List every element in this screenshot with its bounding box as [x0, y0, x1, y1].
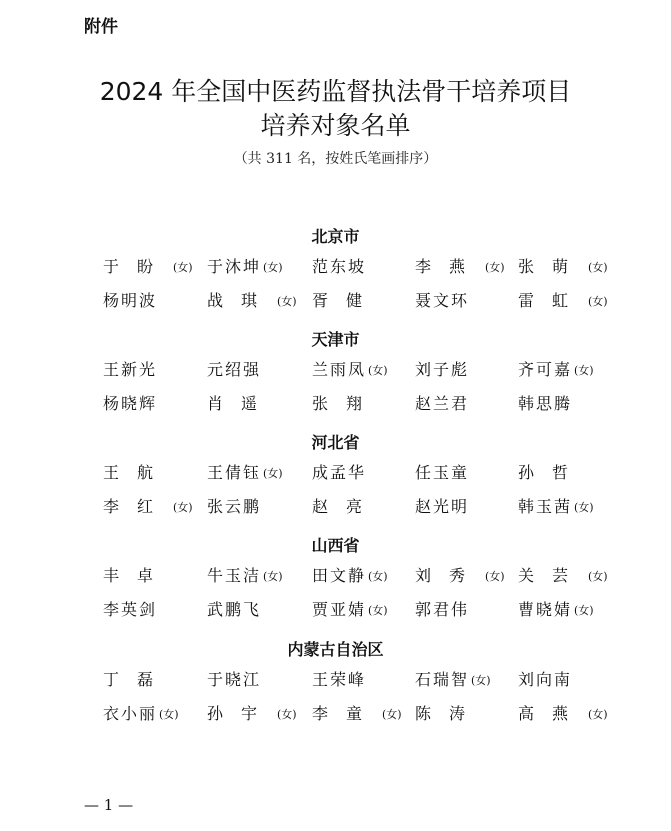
person-name: [312, 563, 388, 586]
person-name: [103, 288, 157, 311]
person-name-text: 王荣峰: [312, 670, 367, 689]
person-name: [312, 460, 366, 483]
female-mark: (女): [263, 467, 283, 480]
person-name: [207, 460, 283, 483]
person-name-text: 肖遥: [207, 394, 276, 413]
name-row: [0, 494, 671, 516]
person-name-text: 关芸: [518, 566, 587, 585]
person-name-text: 刘子彪: [415, 360, 470, 379]
person-name: [312, 494, 380, 517]
person-name-text: 元绍强: [207, 360, 262, 379]
female-mark: (女): [588, 295, 608, 308]
person-name: [207, 357, 261, 380]
person-name: [415, 460, 469, 483]
person-name-text: 赵亮: [312, 497, 381, 516]
person-name: [207, 254, 283, 277]
person-name: [518, 563, 608, 586]
person-name-text: 李英剑: [103, 600, 158, 619]
female-mark: (女): [574, 604, 594, 617]
person-name-text: 郭君伟: [415, 600, 470, 619]
female-mark: (女): [574, 364, 594, 377]
person-name: [518, 288, 608, 311]
person-name: [518, 597, 594, 620]
female-mark: (女): [159, 708, 179, 721]
person-name: [103, 357, 157, 380]
person-name: [518, 667, 572, 690]
person-name: [312, 357, 388, 380]
person-name: [518, 391, 572, 414]
person-name: [103, 391, 157, 414]
person-name-text: 石瑞智: [415, 670, 470, 689]
page-title: 2024 年全国中医药监督执法骨干培养项目: [99, 77, 572, 106]
female-mark: (女): [588, 570, 608, 583]
female-mark: (女): [588, 708, 608, 721]
person-name: [415, 254, 505, 277]
female-mark: (女): [263, 261, 283, 274]
person-name: [415, 288, 469, 311]
person-name-text: 李燕: [415, 257, 484, 276]
person-name-text: 韩思腾: [518, 394, 573, 413]
person-name: [518, 494, 594, 517]
region-heading: 河北省: [311, 433, 360, 452]
person-name-text: 任玉童: [415, 463, 470, 482]
person-name-text: 丁磊: [103, 670, 172, 689]
person-name-text: 贾亚婧: [312, 600, 367, 619]
name-row: [0, 597, 671, 619]
person-name: [103, 254, 193, 277]
name-row: [0, 288, 671, 310]
person-name-text: 张萌: [518, 257, 587, 276]
female-mark: (女): [277, 295, 297, 308]
person-name: [518, 357, 594, 380]
person-name: [103, 701, 179, 724]
name-row: [0, 701, 671, 723]
person-name-text: 范东坡: [312, 257, 367, 276]
female-mark: (女): [471, 674, 491, 687]
person-name-text: 成孟华: [312, 463, 367, 482]
person-name-text: 孙哲: [518, 463, 587, 482]
person-name: [207, 391, 275, 414]
person-name-text: 衣小丽: [103, 704, 158, 723]
person-name-text: 于沐坤: [207, 257, 262, 276]
person-name: [312, 391, 380, 414]
person-name: [312, 667, 366, 690]
female-mark: (女): [382, 708, 402, 721]
person-name: [207, 701, 297, 724]
person-name: [415, 494, 469, 517]
person-name-text: 赵兰君: [415, 394, 470, 413]
region-heading: 天津市: [311, 330, 360, 349]
person-name-text: 于盼: [103, 257, 172, 276]
person-name: [103, 667, 171, 690]
person-name-text: 田文静: [312, 566, 367, 585]
region-heading: 内蒙古自治区: [287, 640, 384, 659]
person-name-text: 李童: [312, 704, 381, 723]
person-name-text: 赵光明: [415, 497, 470, 516]
person-name: [312, 254, 366, 277]
person-name-text: 孙宇: [207, 704, 276, 723]
person-name: [103, 494, 193, 517]
person-name: [207, 494, 261, 517]
person-name: [518, 701, 608, 724]
person-name: [207, 597, 261, 620]
female-mark: (女): [485, 570, 505, 583]
region-heading: 山西省: [311, 536, 360, 555]
name-row: [0, 254, 671, 276]
name-row: [0, 667, 671, 689]
person-name-text: 兰雨凤: [312, 360, 367, 379]
female-mark: (女): [485, 261, 505, 274]
female-mark: (女): [368, 364, 388, 377]
person-name-text: 战琪: [207, 291, 276, 310]
person-name: [103, 460, 171, 483]
name-row: [0, 391, 671, 413]
person-name-text: 王航: [103, 463, 172, 482]
person-name-text: 杨明波: [103, 291, 158, 310]
person-name-text: 胥健: [312, 291, 381, 310]
person-name: [415, 391, 469, 414]
name-row: [0, 357, 671, 379]
person-name-text: 陈涛: [415, 704, 484, 723]
page-title-line2: 培养对象名单: [260, 111, 411, 140]
person-name: [415, 357, 469, 380]
person-name-text: 于晓江: [207, 670, 262, 689]
person-name: [207, 563, 283, 586]
person-name: [518, 460, 586, 483]
person-name-text: 李红: [103, 497, 172, 516]
person-name: [312, 597, 388, 620]
page-subtitle: （共 311 名，按姓氏笔画排序）: [233, 151, 438, 167]
person-name: [312, 701, 402, 724]
person-name-text: 雷虹: [518, 291, 587, 310]
female-mark: (女): [588, 261, 608, 274]
person-name: [415, 701, 483, 724]
person-name-text: 高燕: [518, 704, 587, 723]
person-name: [207, 288, 297, 311]
person-name-text: 张云鹏: [207, 497, 262, 516]
female-mark: (女): [368, 604, 388, 617]
person-name-text: 杨晓辉: [103, 394, 158, 413]
person-name: [207, 667, 261, 690]
person-name-text: 武鹏飞: [207, 600, 262, 619]
person-name: [415, 597, 469, 620]
female-mark: (女): [368, 570, 388, 583]
person-name-text: 牛玉洁: [207, 566, 262, 585]
female-mark: (女): [173, 261, 193, 274]
name-row: [0, 460, 671, 482]
person-name-text: 张翔: [312, 394, 381, 413]
person-name-text: 曹晓婧: [518, 600, 573, 619]
person-name: [103, 563, 171, 586]
female-mark: (女): [263, 570, 283, 583]
page-number: — 1 —: [84, 796, 134, 814]
female-mark: (女): [277, 708, 297, 721]
person-name-text: 齐可嘉: [518, 360, 573, 379]
person-name: [415, 563, 505, 586]
person-name: [103, 597, 157, 620]
name-row: [0, 563, 671, 585]
female-mark: (女): [574, 501, 594, 514]
person-name-text: 王新光: [103, 360, 158, 379]
person-name-text: 王倩钰: [207, 463, 262, 482]
person-name: [518, 254, 608, 277]
female-mark: (女): [173, 501, 193, 514]
person-name-text: 刘向南: [518, 670, 573, 689]
person-name-text: 刘秀: [415, 566, 484, 585]
attachment-label: 附件: [84, 17, 118, 37]
person-name-text: 聂文环: [415, 291, 470, 310]
person-name-text: 韩玉茜: [518, 497, 573, 516]
person-name: [312, 288, 380, 311]
person-name: [415, 667, 491, 690]
region-heading: 北京市: [311, 227, 360, 246]
person-name-text: 丰卓: [103, 566, 172, 585]
